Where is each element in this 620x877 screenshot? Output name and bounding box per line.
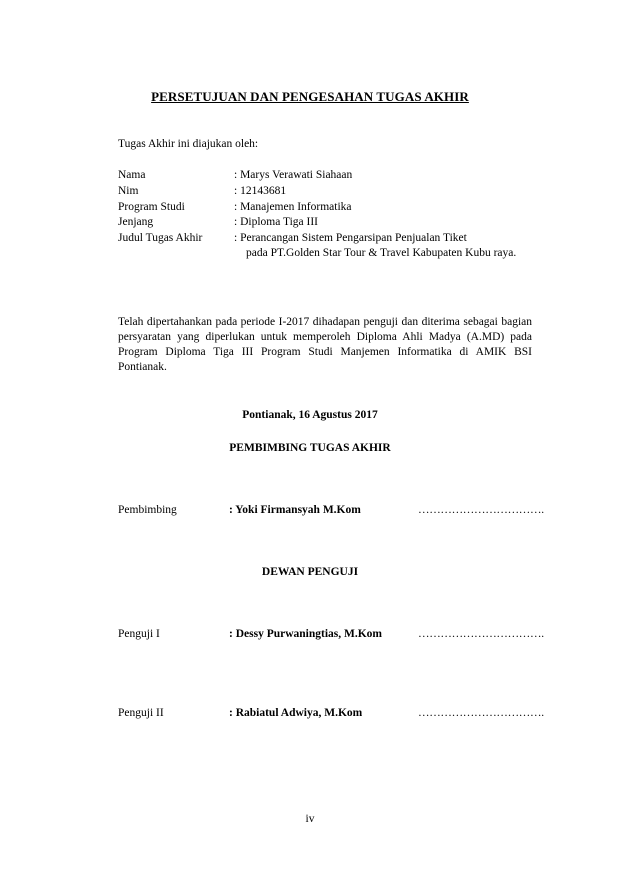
signature-line: ……………………………. bbox=[418, 707, 544, 719]
intro-text: Tugas Akhir ini diajukan oleh: bbox=[118, 138, 259, 150]
place-date: Pontianak, 16 Agustus 2017 bbox=[242, 409, 378, 421]
pembimbing-heading: PEMBIMBING TUGAS AKHIR bbox=[229, 442, 391, 454]
document-title: PERSETUJUAN DAN PENGESAHAN TUGAS AKHIR bbox=[151, 89, 469, 104]
pembimbing-name: : Yoki Firmansyah M.Kom bbox=[229, 504, 361, 516]
penguji-2-name: : Rabiatul Adwiya, M.Kom bbox=[229, 707, 363, 719]
signature-line: ……………………………. bbox=[418, 504, 544, 516]
signature-line: ……………………………. bbox=[418, 628, 544, 640]
info-label: Nama bbox=[118, 169, 146, 181]
info-row-nama bbox=[118, 168, 538, 183]
penguji-1-label: Penguji I bbox=[118, 628, 160, 640]
penguji-2-label: Penguji II bbox=[118, 707, 164, 719]
judul-continuation: pada PT.Golden Star Tour & Travel Kabupaten Kubu raya. bbox=[246, 247, 517, 259]
info-row-nim bbox=[118, 184, 538, 199]
info-row-judul bbox=[118, 231, 538, 246]
pembimbing-label: Pembimbing bbox=[118, 504, 177, 516]
penguji-1-name: : Dessy Purwaningtias, M.Kom bbox=[229, 628, 383, 640]
info-value: : Marys Verawati Siahaan bbox=[234, 169, 353, 181]
info-label: Jenjang bbox=[118, 216, 154, 228]
dewan-penguji-heading: DEWAN PENGUJI bbox=[261, 566, 359, 578]
page-number: iv bbox=[305, 813, 315, 825]
info-label: Program Studi bbox=[118, 201, 185, 213]
info-label: Nim bbox=[118, 185, 139, 197]
info-value: : 12143681 bbox=[234, 185, 287, 197]
info-value: : Perancangan Sistem Pengarsipan Penjualan Tiket bbox=[234, 232, 467, 244]
approval-paragraph: Telah dipertahankan pada periode I-2017 dihadapan penguji dan diterima sebagai bagian persyaratan yang diperlukan untuk memperoleh Diploma Ahli Madya (A.MD) pada Program Diploma Tiga III Program Studi Manjemen Informatika di AMIK BSI Pontianak. bbox=[118, 316, 532, 373]
info-label: Judul Tugas Akhir bbox=[118, 232, 203, 244]
info-row-program-studi bbox=[118, 200, 538, 215]
info-value: : Diploma Tiga III bbox=[234, 216, 319, 228]
info-value: : Manajemen Informatika bbox=[234, 201, 352, 213]
info-row-jenjang bbox=[118, 215, 538, 230]
